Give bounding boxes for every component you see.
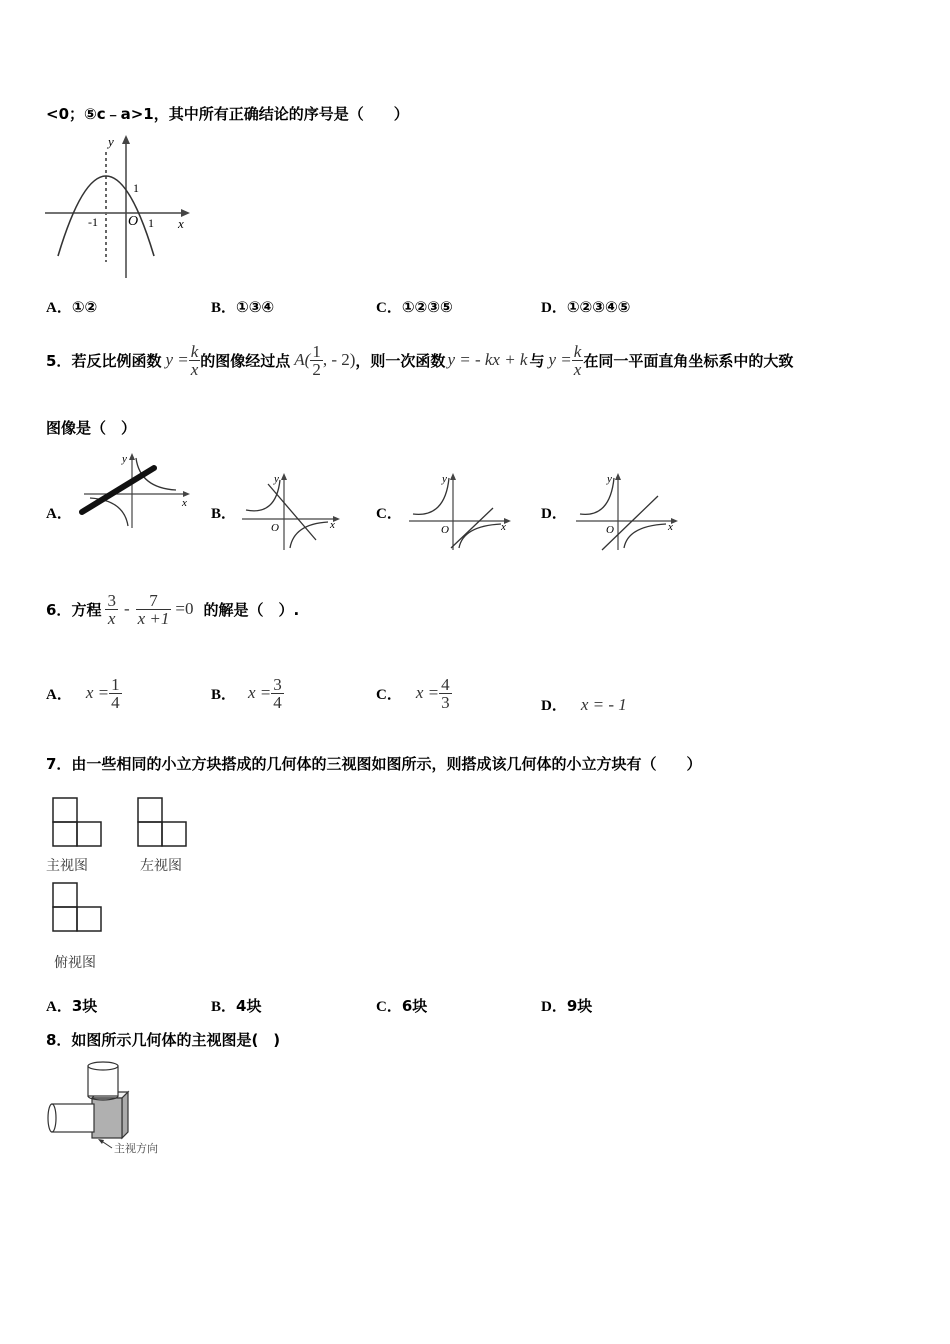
q6-fraction-3-over-x: $\frac{3}{x}$ [107,590,116,628]
q5-option-a[interactable]: A． [46,506,72,522]
svg-text:y: y [442,473,447,485]
q4-neg-one-label: -1 [88,215,98,229]
q5-stem-line1: 5． 若反比例函数 y = $\frac{k}{x}$ 的图像经过点 A( $\frac{1}{2}$ , - 2) ，则一次函数 y = - kx + k 与 y = $\frac{k}{x}$ 在同一平面直角坐标系中的大致 [46,341,794,379]
q5-option-d[interactable]: D． [541,506,567,522]
svg-text:O: O [441,524,449,536]
q6-option-c[interactable]: C． x = $\frac{4}{3}$ [376,674,450,712]
q4-parabola-graph [40,132,195,282]
q5-graph-d[interactable] [572,470,687,552]
q6-option-d[interactable]: D． x = - 1 [541,694,627,714]
svg-text:x: x [182,497,187,509]
q7-option-c[interactable]: C．6块 [376,997,428,1015]
q6-option-a[interactable]: A． x = $\frac{1}{4}$ [46,674,120,712]
svg-text:x: x [330,519,335,531]
svg-text:O: O [271,522,279,534]
q4-option-a[interactable]: A．①② [46,298,98,316]
q6-fraction-7-over-x-plus-1: $\frac{7}{x +1}$ [137,590,170,628]
q5-point-fraction: $\frac{1}{2}$ [312,341,321,379]
q8-solid-figure [44,1060,169,1160]
q5-option-b[interactable]: B． [211,506,237,522]
q7-top-view-label: 俯视图 [54,955,96,971]
svg-text:y: y [607,473,612,485]
q4-y-label: y [108,134,114,149]
q7-left-view-label: 左视图 [140,858,182,874]
q7-stem: 7．由一些相同的小立方块搭成的几何体的三视图如图所示，则搭成该几何体的小立方块有（ ） [46,755,702,773]
q4-stem-tail: <0；⑤c﹣a>1，其中所有正确结论的序号是（ ） [46,105,409,123]
q4-option-d[interactable]: D．①②③④⑤ [541,298,631,316]
q4-one-x-label: 1 [148,216,154,230]
q5-graph-b[interactable] [238,470,348,552]
q7-top-view [50,880,106,934]
q4-option-c[interactable]: C．①②③⑤ [376,298,453,316]
q8-stem: 8．如图所示几何体的主视图是( ) [46,1031,281,1049]
svg-text:x: x [668,521,673,533]
q7-option-a[interactable]: A．3块 [46,997,98,1015]
q4-x-label: x [178,216,184,231]
q7-option-d[interactable]: D．9块 [541,997,593,1015]
q5-graph-c[interactable] [405,470,520,552]
q7-front-view [50,795,106,849]
q5-graph-a[interactable] [76,450,196,532]
svg-text:y: y [274,473,279,485]
svg-text:O: O [606,524,614,536]
q4-one-y-label: 1 [133,181,139,195]
q4-option-b[interactable]: B．①③④ [211,298,275,316]
q5-fraction-k-over-x-2: $\frac{k}{x}$ [573,341,582,379]
q6-option-b[interactable]: B． x = $\frac{3}{4}$ [211,674,282,712]
q5-option-c[interactable]: C． [376,506,402,522]
q5-stem-line2: 图像是（ ） [46,419,137,437]
q5-fraction-k-over-x-1: $\frac{k}{x}$ [190,341,199,379]
q8-direction-label: 主视方向 [114,1143,158,1155]
svg-text:y: y [122,453,127,465]
q4-origin-label: O [128,214,139,229]
q6-stem: 6． 方程 $\frac{3}{x}$ - $\frac{7}{x +1}$ =0 的解是（ ）. [46,590,300,628]
q7-left-view [135,795,191,849]
q7-option-b[interactable]: B．4块 [211,997,262,1015]
svg-text:x: x [501,521,506,533]
q7-front-view-label: 主视图 [46,858,88,874]
